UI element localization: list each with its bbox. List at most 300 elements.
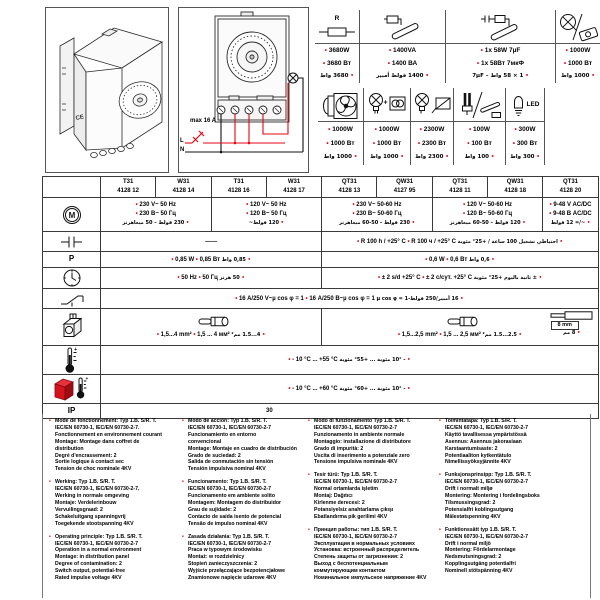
- relay-contact-icon: [58, 290, 86, 308]
- spec-cell: [322, 232, 598, 252]
- spec-cell-content: [323, 201, 431, 228]
- notes-line: IEC/EN 60730-1, IEC/EN 60730-2-7: [445, 424, 529, 431]
- bullet: •: [182, 418, 184, 424]
- notes-line: distribution: [55, 445, 84, 452]
- value-arabic: • 230 فولط – 50 ميغاهرتز: [122, 220, 190, 226]
- spec-cell-content: [102, 274, 320, 282]
- svg-text:CE: CE: [75, 114, 85, 122]
- spec-row-symbol-cell: [43, 375, 101, 404]
- spec-line: [323, 219, 431, 228]
- notes-line: Drift i normalt miljø: [445, 486, 493, 493]
- wiring-illustration: [179, 8, 306, 170]
- spec-line: [102, 256, 320, 264]
- value-arabic: • - 10° مئوية ... +55° مئوية: [339, 357, 411, 363]
- model-type: QT31: [341, 179, 357, 185]
- load-icon-area: [315, 10, 359, 44]
- value: • 9-48 V AC/DC: [549, 202, 592, 208]
- value-arabic: • 1000 واط: [561, 72, 595, 79]
- notes-line: Tensão de impulso nominal 4KV: [188, 520, 268, 527]
- model-number: 4128 16: [227, 188, 250, 194]
- model-type: QT31: [563, 179, 579, 185]
- notes-line: Tilsmussingsgrad: 2: [445, 499, 496, 506]
- resistive-load-icon: [316, 23, 358, 39]
- notes-line: Выход с беспотенциальным: [314, 561, 388, 568]
- halogen-electronic-transformer-icon: [412, 91, 452, 119]
- value: • 100 Вт: [467, 139, 492, 147]
- clock-icon: [62, 268, 82, 288]
- model-type: T31: [122, 179, 134, 185]
- model-header: [322, 177, 377, 198]
- strip-length-figure: [549, 311, 595, 337]
- model-number: 4128 20: [559, 188, 582, 194]
- model-type: T31: [233, 179, 244, 185]
- notes-line: Degree of contamination: 2: [55, 561, 122, 568]
- notes-line: Принцип работы: тип 1.B. S/R. T.: [314, 526, 398, 533]
- notes-line: Drift i normal miljö: [445, 540, 491, 547]
- load-value-line: [514, 125, 535, 135]
- value-arabic: • 1000 واط: [323, 153, 358, 160]
- notes-line: Montaje: Verdelerinbouw: [55, 499, 117, 506]
- value: • 1,5 ... 2,5 мм²: [439, 332, 481, 338]
- spec-cell: [101, 252, 322, 268]
- spec-line: [213, 210, 321, 219]
- spec-row-symbol-cell: [43, 232, 101, 252]
- spec-line: [323, 201, 431, 210]
- value-arabic: • 1 × 58 واط – 7µF: [472, 72, 529, 79]
- notes-line: Salida de conmutación sin tensión: [188, 459, 274, 466]
- model-header: [211, 177, 266, 198]
- notes-line: Montering: Montering i fordelingsboks: [445, 493, 540, 500]
- wire-ferrule-icon: [191, 315, 231, 328]
- load-value-line: [467, 139, 492, 149]
- spec-cell-content: [323, 256, 596, 264]
- load-value-line: [481, 46, 521, 56]
- notes-line: IEC/EN 60730-1, IEC/EN 60730-2-7.: [55, 424, 140, 431]
- value: • - 10 °C ... +60 °C: [288, 386, 338, 392]
- notes-line: Kirlenme derecesi: 2: [314, 499, 365, 506]
- notes-line: Montaj: Dağıtıcı: [314, 493, 353, 500]
- spec-row-power-reserve: [43, 232, 599, 252]
- value: • 120 V~ 50-60 Hz: [463, 202, 513, 208]
- load-ratings-row-1: [315, 10, 600, 83]
- spec-line: [102, 274, 320, 282]
- value: • 0,85 W: [171, 256, 195, 263]
- load-values: [454, 122, 505, 165]
- notes-line: Funcionamiento en entorno: [188, 431, 257, 438]
- model-number: 4127 95: [393, 188, 416, 194]
- value-arabic: • 0,6 واط: [469, 256, 495, 263]
- spec-cell: [101, 268, 322, 289]
- load-icon-area: [318, 88, 363, 122]
- spec-cell-content: [102, 385, 597, 393]
- value: • R 100 ч / +25° C: [407, 238, 456, 245]
- model-type: QW31: [506, 179, 524, 185]
- value: • 9-48 В AC/DC: [549, 211, 592, 217]
- value: • 1000W: [565, 47, 591, 55]
- notes-line: Degré d'encrassement: 2: [55, 452, 117, 459]
- notes-line: коммутирующим контактом: [314, 568, 386, 575]
- value: • 300W: [514, 126, 536, 134]
- spec-cell: [211, 198, 322, 232]
- value-arabic: • 4...1.5 مم²: [231, 332, 266, 338]
- notes-line: IEC/EN 60730-1, IEC/EN 60730-2-7: [188, 540, 272, 547]
- bullet: •: [49, 479, 51, 486]
- load-value-line: [418, 139, 446, 149]
- spec-line: [102, 201, 210, 210]
- spec-row-symbol-cell: [43, 268, 101, 289]
- value: • 300 Вт: [512, 139, 538, 147]
- load-cell: [363, 88, 410, 165]
- notes-block: [182, 534, 300, 582]
- svg-text:M: M: [68, 210, 75, 220]
- value: • 1400 ВА: [387, 59, 418, 67]
- notes-line: IEC/EN 60730-1, IEC/EN 60730-2-7: [314, 479, 398, 486]
- load-value-line: [388, 59, 417, 69]
- spec-cell: [101, 232, 322, 252]
- notes-line: Mode de fonctionnement: Typ 1.B. S/R. T.: [55, 418, 157, 424]
- load-cell: [555, 10, 600, 83]
- spec-cell: [322, 198, 433, 232]
- spec-cell: [101, 375, 599, 404]
- notes-column-4: [433, 414, 588, 598]
- spec-line: [102, 356, 597, 364]
- notes-line: Funcionamento em ambiente solito: [188, 493, 276, 500]
- notes-block: [308, 418, 431, 466]
- notes-line: Switch output, potential-free: [55, 568, 126, 575]
- value-arabic: • 120 فولط – 50-60 ميغاهرتز: [449, 220, 526, 226]
- value-arabic: • 1000 واط: [370, 153, 404, 160]
- load-cell: [359, 10, 445, 83]
- notes-line: Степень защиты от загрязнения: 2: [314, 554, 404, 561]
- value: • 2300 Вт: [417, 139, 447, 147]
- model-header: [266, 177, 321, 198]
- notes-column-1: [43, 414, 176, 598]
- load-value-line: [564, 59, 592, 69]
- load-value-line: [325, 46, 350, 56]
- notes-line: Montering: Fördelarmontage: [445, 547, 516, 554]
- value: • 16 А/250 В~µ cos φ = 1: [305, 295, 375, 302]
- value: • 1000W: [328, 126, 353, 134]
- spec-cell-content: [323, 274, 596, 282]
- value: • 0,85 Вт: [195, 256, 221, 263]
- value: • 1,5 ... 4 мм²: [193, 332, 230, 338]
- load-values: [360, 44, 445, 83]
- value-arabic: • 230 فولط – 50-60 ميغاهرتز: [339, 220, 415, 226]
- load-value-line: [376, 71, 429, 81]
- notes-line: Normal ortamlarda işletim: [314, 486, 379, 493]
- value-arabic: • 2.5...1.5 مم²: [482, 332, 522, 338]
- model-number: 4128 17: [283, 188, 305, 194]
- notes-line: Tesir türü: Typ 1.B. S/R. T.: [314, 472, 378, 479]
- notes-line: Praca w typowym środowisku: [188, 547, 262, 554]
- load-value-line: [510, 152, 540, 162]
- notes-line: Montage: in distribution panel: [55, 554, 130, 561]
- value-arabic: • 3680 واط: [320, 72, 354, 79]
- notes-line: IEC/EN 60730-1, IEC/EN 60730-2-7: [445, 533, 529, 540]
- storage-temperature-icon: [52, 375, 92, 403]
- notes-line: Nedsmutsningsgrad: 2: [445, 554, 502, 561]
- spec-cell: [543, 198, 598, 232]
- notes-line: Fonctionnement en environnement courant: [55, 431, 162, 438]
- spec-row-cross-section: [43, 309, 599, 346]
- bullet: •: [308, 472, 310, 479]
- load-cell: [445, 10, 555, 83]
- notes-line: Karstaantumisaste: 2: [445, 445, 498, 452]
- spec-cell-content: [323, 238, 596, 246]
- spec-cell: [322, 268, 598, 289]
- terminal-icon: [59, 313, 85, 341]
- spec-line: [544, 201, 596, 210]
- notes-line: Toimintatapa: Typ 1.B. S/R. T.: [445, 418, 517, 424]
- load-ratings-row-2: [318, 88, 545, 165]
- notes-line: Målestøtspenning 4KV: [445, 513, 501, 520]
- spec-row-accuracy: [43, 268, 599, 289]
- value-arabic: • 50 هرتز: [219, 275, 245, 281]
- spec-cell-content: [102, 256, 320, 264]
- load-value-line: [477, 59, 524, 69]
- load-icon-label: R: [334, 14, 340, 22]
- spec-cell-content: [102, 356, 597, 364]
- notes-line: Uscita di inserimento a potenziale zero: [314, 452, 410, 459]
- notes-line: Номинальное импульсное напряжение 4KV: [314, 575, 427, 582]
- bullet: •: [439, 418, 441, 424]
- spec-line: [323, 256, 596, 264]
- notes-line: IEC/EN 60730-1, IEC/EN 60730-2-7: [314, 533, 398, 540]
- value-arabic: • 1400 فولط أمبير: [376, 72, 429, 79]
- bullet: •: [182, 479, 184, 486]
- spec-line: [323, 274, 596, 282]
- model-header: [488, 177, 543, 198]
- spec-cell-content: [213, 201, 321, 228]
- motor-icon: [62, 205, 82, 225]
- notes-line: Contacto de saída isento de potencial: [188, 513, 282, 520]
- load-values: [315, 44, 359, 83]
- value-arabic: • 0,85 واط: [221, 256, 251, 263]
- load-values: [318, 122, 363, 165]
- notes-line: Modo de acción: Typ 1.B. S/R. T.: [188, 418, 268, 424]
- notes-block: [439, 418, 586, 466]
- spec-cell-content: [102, 238, 320, 246]
- spec-line: [102, 331, 320, 339]
- wire-ferrule-icon: [440, 315, 480, 328]
- notes-block: [49, 534, 174, 582]
- notes-line: Asennus: Asennus jakorasiaan: [445, 438, 522, 445]
- value: • 230 V~ 50-60 Hz: [352, 202, 402, 208]
- spec-line: [102, 210, 210, 219]
- value: • 1000 Вт: [372, 139, 402, 147]
- load-value-line: [566, 46, 591, 56]
- thermometer-icon: [63, 346, 81, 374]
- notes-line: IEC/EN 60730-1, IEC/EN 60730-2-7,: [55, 486, 140, 493]
- model-header: [377, 177, 432, 198]
- timer-3d-drawing: [45, 7, 169, 173]
- spec-line: [544, 219, 596, 228]
- notes-block: [439, 472, 586, 520]
- notes-column-2: [176, 414, 302, 598]
- notes-line: Sortie logique à contact sec: [55, 459, 124, 466]
- model-header-row: [43, 177, 599, 198]
- value: • 3680W: [324, 47, 350, 55]
- model-header: [432, 177, 487, 198]
- model-header: [543, 177, 598, 198]
- load-value-line: [324, 152, 358, 162]
- strip-length-value: 8 mm: [551, 321, 579, 330]
- model-type: W31: [287, 179, 301, 185]
- notes-line: IEC/EN 60730-1, IEC/EN 60730-2-7: [55, 540, 139, 547]
- value-arabic: • احتياطي تشغيل 100 ساعة / +25° مئوية: [457, 238, 563, 245]
- strip-length-value-arabic: • 8 مم: [563, 330, 581, 336]
- svg-text:+: +: [85, 377, 88, 382]
- load-value-line: [370, 152, 404, 162]
- value: • 120 В~ 50 Гц: [246, 211, 287, 217]
- model-type: QT31: [452, 179, 468, 185]
- load-values: [411, 122, 453, 165]
- value: ——: [205, 238, 218, 245]
- notes-line: Käyttö tavallisessa ympäristössä: [445, 431, 527, 438]
- value-arabic: • 16 أمبير/250 فولط-µ cos φ = 1: [376, 295, 464, 302]
- notes-line: Montaggio: installazione di distributore: [314, 438, 411, 445]
- notes-line: Potensialfri koblingsutgang: [445, 506, 514, 513]
- svg-text:+: +: [73, 346, 77, 353]
- spec-row-ambient-temperature: [43, 346, 599, 375]
- spec-cell: [101, 198, 212, 232]
- notes-block: [182, 418, 300, 473]
- load-icon-label: LED: [526, 101, 540, 108]
- load-icon-area: [446, 10, 555, 44]
- value: • 230 В~ 50 Гц: [135, 211, 176, 217]
- value: • 120 V~ 50 Hz: [246, 202, 287, 208]
- spec-line: [102, 219, 210, 228]
- bullet: •: [49, 418, 51, 424]
- notes-line: IEC/EN 60730-1, IEC/EN 60730-2-7: [188, 486, 272, 493]
- spec-row-symbol-cell: [43, 289, 101, 309]
- value: • 230 В~ 50-60 Гц: [352, 211, 402, 217]
- load-icon-area: [506, 88, 544, 122]
- model-number: 4128 13: [338, 188, 361, 194]
- value-arabic: • ~/= 12 فولط: [550, 220, 591, 226]
- load-value-line: [323, 59, 351, 69]
- value-arabic: • 2300 واط: [415, 153, 449, 160]
- notes-line: Nominell stötspänning 4KV: [445, 568, 513, 575]
- notes-line: Tensione impulsiva nominale 4KV: [314, 459, 398, 466]
- load-value-line: [469, 125, 490, 135]
- corner-cell: [43, 177, 101, 198]
- notes-line: Funcionamento: Typ 1.B. S/R. T.: [188, 479, 267, 486]
- load-value-line: [328, 125, 353, 135]
- notes-line: Nimellissyöksyjännite 4KV: [445, 459, 511, 466]
- value: • 16 A/250 V~µ cos φ = 1: [235, 295, 304, 302]
- value: • 50 Гц: [198, 275, 218, 281]
- load-value-line: [373, 139, 401, 149]
- value: • 120 В~ 50-60 Гц: [463, 211, 513, 217]
- load-cell: [505, 88, 545, 165]
- notes-line: Znamionowe napięcie udarowe 4KV: [188, 575, 277, 582]
- spec-row-label: IP: [67, 405, 76, 415]
- bullet: •: [308, 418, 310, 424]
- notes-line: Grau de sujidade: 2: [188, 506, 237, 513]
- spec-row-symbol-cell: [43, 198, 101, 232]
- load-icon-area: [454, 88, 505, 122]
- notes-line: Zasada działania: Typ 1.B. S/R. T.: [188, 533, 270, 540]
- svg-text:+: +: [383, 99, 388, 106]
- notes-line: Montaż: w rozdzielnicy: [188, 554, 245, 561]
- notes-line: Werking in normale omgeving: [55, 493, 129, 500]
- value-arabic: • ± ثانية باليوم +25° مئوية: [473, 275, 542, 281]
- value: • 230 V~ 50 Hz: [135, 202, 176, 208]
- load-value-line: [420, 125, 445, 135]
- load-value-line: [415, 152, 449, 162]
- notes-line: Montage: Montaje en cuadro de distribución: [188, 445, 297, 452]
- model-header: [156, 177, 211, 198]
- value: • 1000 Вт: [563, 59, 593, 67]
- load-values: [446, 44, 555, 83]
- spec-cell-content: [102, 201, 210, 228]
- model-number: 4128 14: [172, 188, 195, 194]
- value: • 2300W: [419, 126, 445, 134]
- notes-line: Werking: Typ 1.B. S/R. T.: [55, 479, 116, 486]
- load-value-line: [326, 139, 354, 149]
- load-values: [506, 122, 544, 165]
- spec-line: [544, 210, 596, 219]
- notes-block: [308, 472, 431, 520]
- led-lamp-icon: [511, 92, 526, 118]
- notes-line: Grado di impurità: 2: [314, 445, 364, 452]
- value: • 50 Hz: [177, 275, 197, 281]
- notes-line: Rated impulse voltage 4KV: [55, 575, 122, 582]
- notes-line: IEC/EN 60730-1, IEC/EN 60730-2-7: [188, 424, 272, 431]
- wiring-diagram: [178, 7, 309, 173]
- notes-line: Kopplingsutgång potentialfri: [445, 561, 516, 568]
- load-cell: [315, 10, 359, 83]
- model-number: 4128 18: [504, 188, 527, 194]
- model-number: 4128 12: [117, 188, 139, 194]
- value-arabic: • 300 واط: [510, 153, 540, 160]
- notes-line: Tension de choc nominale 4KV: [55, 466, 132, 473]
- spec-cell: [101, 289, 599, 309]
- spec-row-power-consumption: [43, 252, 599, 268]
- model-header: [101, 177, 156, 198]
- value-arabic: • 120 فولط~: [248, 220, 284, 226]
- notes-line: Установка: встроенный распределитель: [314, 547, 420, 554]
- strip-length-icon: [549, 311, 595, 320]
- incandescent-halogen-lamp-icon: [556, 12, 600, 42]
- load-icon-area: [364, 88, 410, 122]
- line-label: L: [180, 138, 184, 144]
- fluorescent-lamp-compensated-icon: [478, 13, 524, 41]
- spec-line: [434, 219, 542, 228]
- notes-line: Toegekende stootspanning 4KV: [55, 520, 134, 527]
- bullet: •: [182, 533, 184, 540]
- value: • ± 2 s/d +25° C: [377, 275, 421, 281]
- halogen-conventional-transformer-icon: [366, 91, 408, 119]
- value: • R 100 h / +25° C: [357, 238, 406, 245]
- value: • 1000W: [374, 126, 400, 134]
- bullet: •: [439, 526, 441, 533]
- value: • 0,6 Вт: [446, 256, 468, 263]
- notes-line: Montage: Montage dans coffret de: [55, 438, 140, 445]
- notes-line: Funksjonsprinsipp: Typ 1.B. S/R. T.: [445, 472, 532, 479]
- notes-line: Montagem: Montagem do distribuidor: [188, 499, 282, 506]
- spec-line: [213, 201, 321, 210]
- notes-line: Wyjście przełączające bezpotencjałowe: [188, 568, 286, 575]
- notes-line: Tensión impulsiva nominal 4KV: [188, 466, 266, 473]
- spec-row-voltage: [43, 198, 599, 232]
- model-type: QW31: [396, 179, 414, 185]
- value: • 3680 Вт: [322, 59, 352, 67]
- wire-ferrule-icon-wrap: [102, 315, 320, 331]
- fan-motor-icon: [321, 90, 361, 120]
- spec-cell: [322, 252, 598, 268]
